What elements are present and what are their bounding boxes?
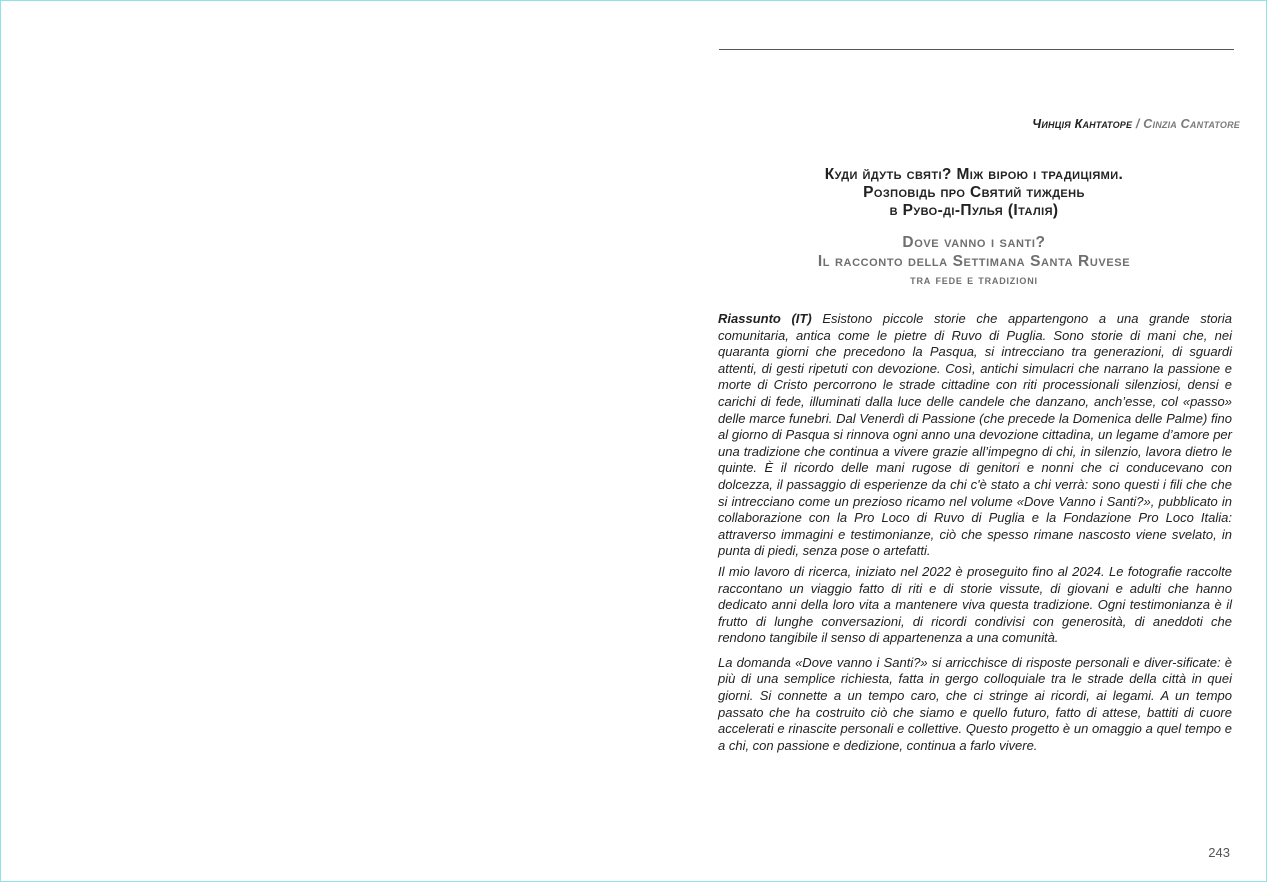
- title-it-line-2: Il racconto della Settimana Santa Ruvese: [817, 253, 1131, 270]
- title-it-line-1: Dove vanno i santi?: [902, 234, 1046, 251]
- right-page: [634, 1, 1266, 881]
- abstract-paragraph-2: Il mio lavoro di ricerca, iniziato nel 2022 è proseguito fino al 2024. Le fotografie raccolte raccontano un viaggio fatto di riti e di storie vissute, di giovani e adulti che hanno dedicato anni della loro vita a mantenere viva questa tradizione. Ogni testimonianza è il frutto di lunghe conversazioni, di ricordi condivisi con generosità, di aneddoti che rendono tangibile il senso di appartenenza a una comunità.: [718, 563, 1232, 646]
- abstract-paragraph-1: [718, 311, 1232, 560]
- abstract-paragraph-1-text: Esistono piccole storie che appartengono a una grande storia comunitaria, antica come le pietre di Ruvo di Puglia. Sono storie di mani che, nei quaranta giorni che precedono la Pasqua, si intrecciano tra generazioni, di sguardi attenti, di gesti ripetuti con devozione. Così, antichi simulacri che narrano la passione e morte di Cristo percorrono le strade cittadine con riti processionali silenziosi, densi e carichi di fede, illuminati dalla luce delle candele che danzano, anch’esse, col «passo» delle marce funebri. Dal Venerdì di Passione (che precede la Domenica delle Palme) fino al giorno di Pasqua si rinnova ogni anno una devozione cittadina, un legame d’amore per una tradizione che continua a vivere grazie all’impegno di chi, in silenzio, lavora dietro le quinte. È il ricordo delle mani rugose di genitori e nonni che ci conducevano con dolcezza, il passaggio di esperienze da chi c'è stato a chi verrà: sono questi i fili che che si intrecciano come un prezioso ricamo nel volume «Dove Vanno i Santi?», pubblicato in collaborazione con la Pro Loco di Ruvo di Puglia e la Fondazione Pro Loco Italia: attraverso immagini e testimonianze, ciò che spesso rimane nascosto viene svelato, in punta di piedi, senza pose o artefatti.: [718, 311, 1232, 559]
- abstract-paragraph-3: La domanda «Dove vanno i Santi?» si arricchisce di risposte personali e diver-sificate: è più di una semplice richiesta, fatta in gergo colloquiale tra le strade della città in quei giorni. Si connette a un tempo caro, che ci stringe ai ricordi, ai legami. A un tempo passato che ha costruito ciò che siamo e quello futuro, fatto di attese, battiti di cuore accelerati e rinascite personali e collettive. Questo progetto è un omaggio a quel tempo e a chi, con passione e dedizione, continua a farlo vivere.: [718, 654, 1232, 753]
- title-uk-line-3: в Руво-ді-Пулья (Італія): [889, 202, 1059, 219]
- page-number: 243: [1208, 845, 1230, 860]
- left-page-blank: [1, 1, 634, 881]
- title-uk-line-1: Куди йдуть святі? Між вірою і традиціями.: [824, 166, 1124, 183]
- title-ukrainian: [724, 166, 1224, 220]
- header-rule: [719, 49, 1234, 50]
- author-latin: Cinzia Cantatore: [1143, 117, 1240, 131]
- author-separator: /: [1135, 117, 1140, 131]
- abstract-body: [718, 311, 1232, 754]
- abstract-label: Riassunto (IT): [718, 311, 812, 326]
- author-cyrillic: Чинція Кантаторе: [1032, 117, 1133, 131]
- title-italian: [724, 233, 1224, 289]
- title-uk-line-2: Розповідь про Святий тиждень: [863, 184, 1085, 201]
- author-line: [1032, 117, 1240, 131]
- title-it-line-3: tra fede e tradizioni: [910, 272, 1038, 287]
